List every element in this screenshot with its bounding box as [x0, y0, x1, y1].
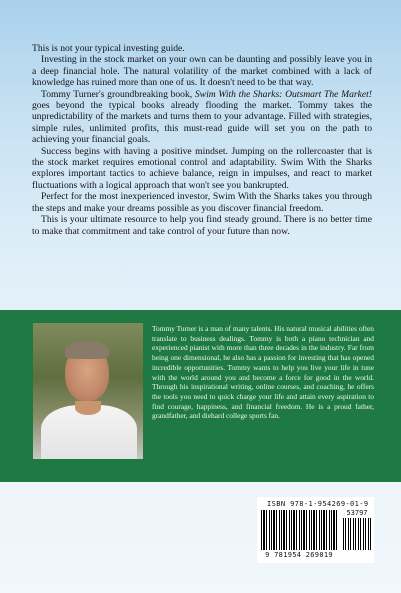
blurb-paragraph-6: This is your ultimate resource to help you find steady ground. There is no better time to make that commitment and take control of your future than now.: [32, 214, 372, 237]
author-photo-neck: [75, 401, 101, 415]
author-photo: [33, 323, 143, 459]
book-title-italic: Swim With the Sharks: Outsmart The Market!: [194, 88, 372, 100]
blurb-p3-rest: goes beyond the typical books already flooding the market. Tommy takes the unpredictability of the markets and turns them to your advantage. Filled with strategies, simple rules, unlimited profits, this must-read guide will set you on the path to achieving your financial goals.: [32, 100, 372, 146]
isbn-label: ISBN 978-1-954269-01-9: [267, 500, 369, 508]
price-addon-number: 53797: [346, 509, 368, 517]
blurb-paragraph-2: Investing in the stock market on your own can be daunting and possibly leave you in a deep financial hole. The natural volatility of the market combined with a lack of knowledge has ruined more than one of us. It doesn't need to be that way.: [32, 54, 372, 89]
isbn-barcode: [257, 497, 374, 563]
blurb-paragraph-4: Success begins with having a positive mindset. Jumping on the rollercoaster that is the stock market requires emotional control and adaptability. Swim With the Sharks explores important tactics to achieve balance, reign in impulses, and react to market fluctuations with a logical approach that won't see you bankrupted.: [32, 145, 372, 191]
author-bio-band: [0, 310, 401, 482]
addon-barcode-bars: [343, 518, 371, 550]
ean-number: 9 781954 269019: [265, 551, 333, 559]
author-bio-text: Tommy Turner is a man of many talents. His natural musical abilities often translate to business dealings. Tommy is both a piano technician and experienced pianist with more than three decades in the industry. Far from being one dimensional, he also has a passion for investing that has opened incredible opportunities. Tommy wants to help you live your life in tune with the world around you and become a force for good in the world. Through his inspirational writing, online courses, and coaching, he offers the tools you need to quick charge your life and attain every aspiration to find courage, happiness, and financial freedom. He is a proud father, grandfather, and diehard college sports fan.: [152, 324, 374, 421]
ean-barcode-bars: [261, 510, 337, 550]
blurb-intro: This is not your typical investing guide.: [32, 43, 185, 54]
blurb-paragraph-5: Perfect for the most inexperienced investor, Swim With the Sharks takes you through the steps and make your dreams possible as you discover financial freedom.: [32, 191, 372, 214]
blurb-p3-lead: Tommy Turner's groundbreaking book,: [41, 88, 195, 100]
blurb-paragraph-3: [32, 89, 372, 146]
cover-blurb: [32, 43, 372, 237]
author-photo-hair: [65, 341, 109, 359]
